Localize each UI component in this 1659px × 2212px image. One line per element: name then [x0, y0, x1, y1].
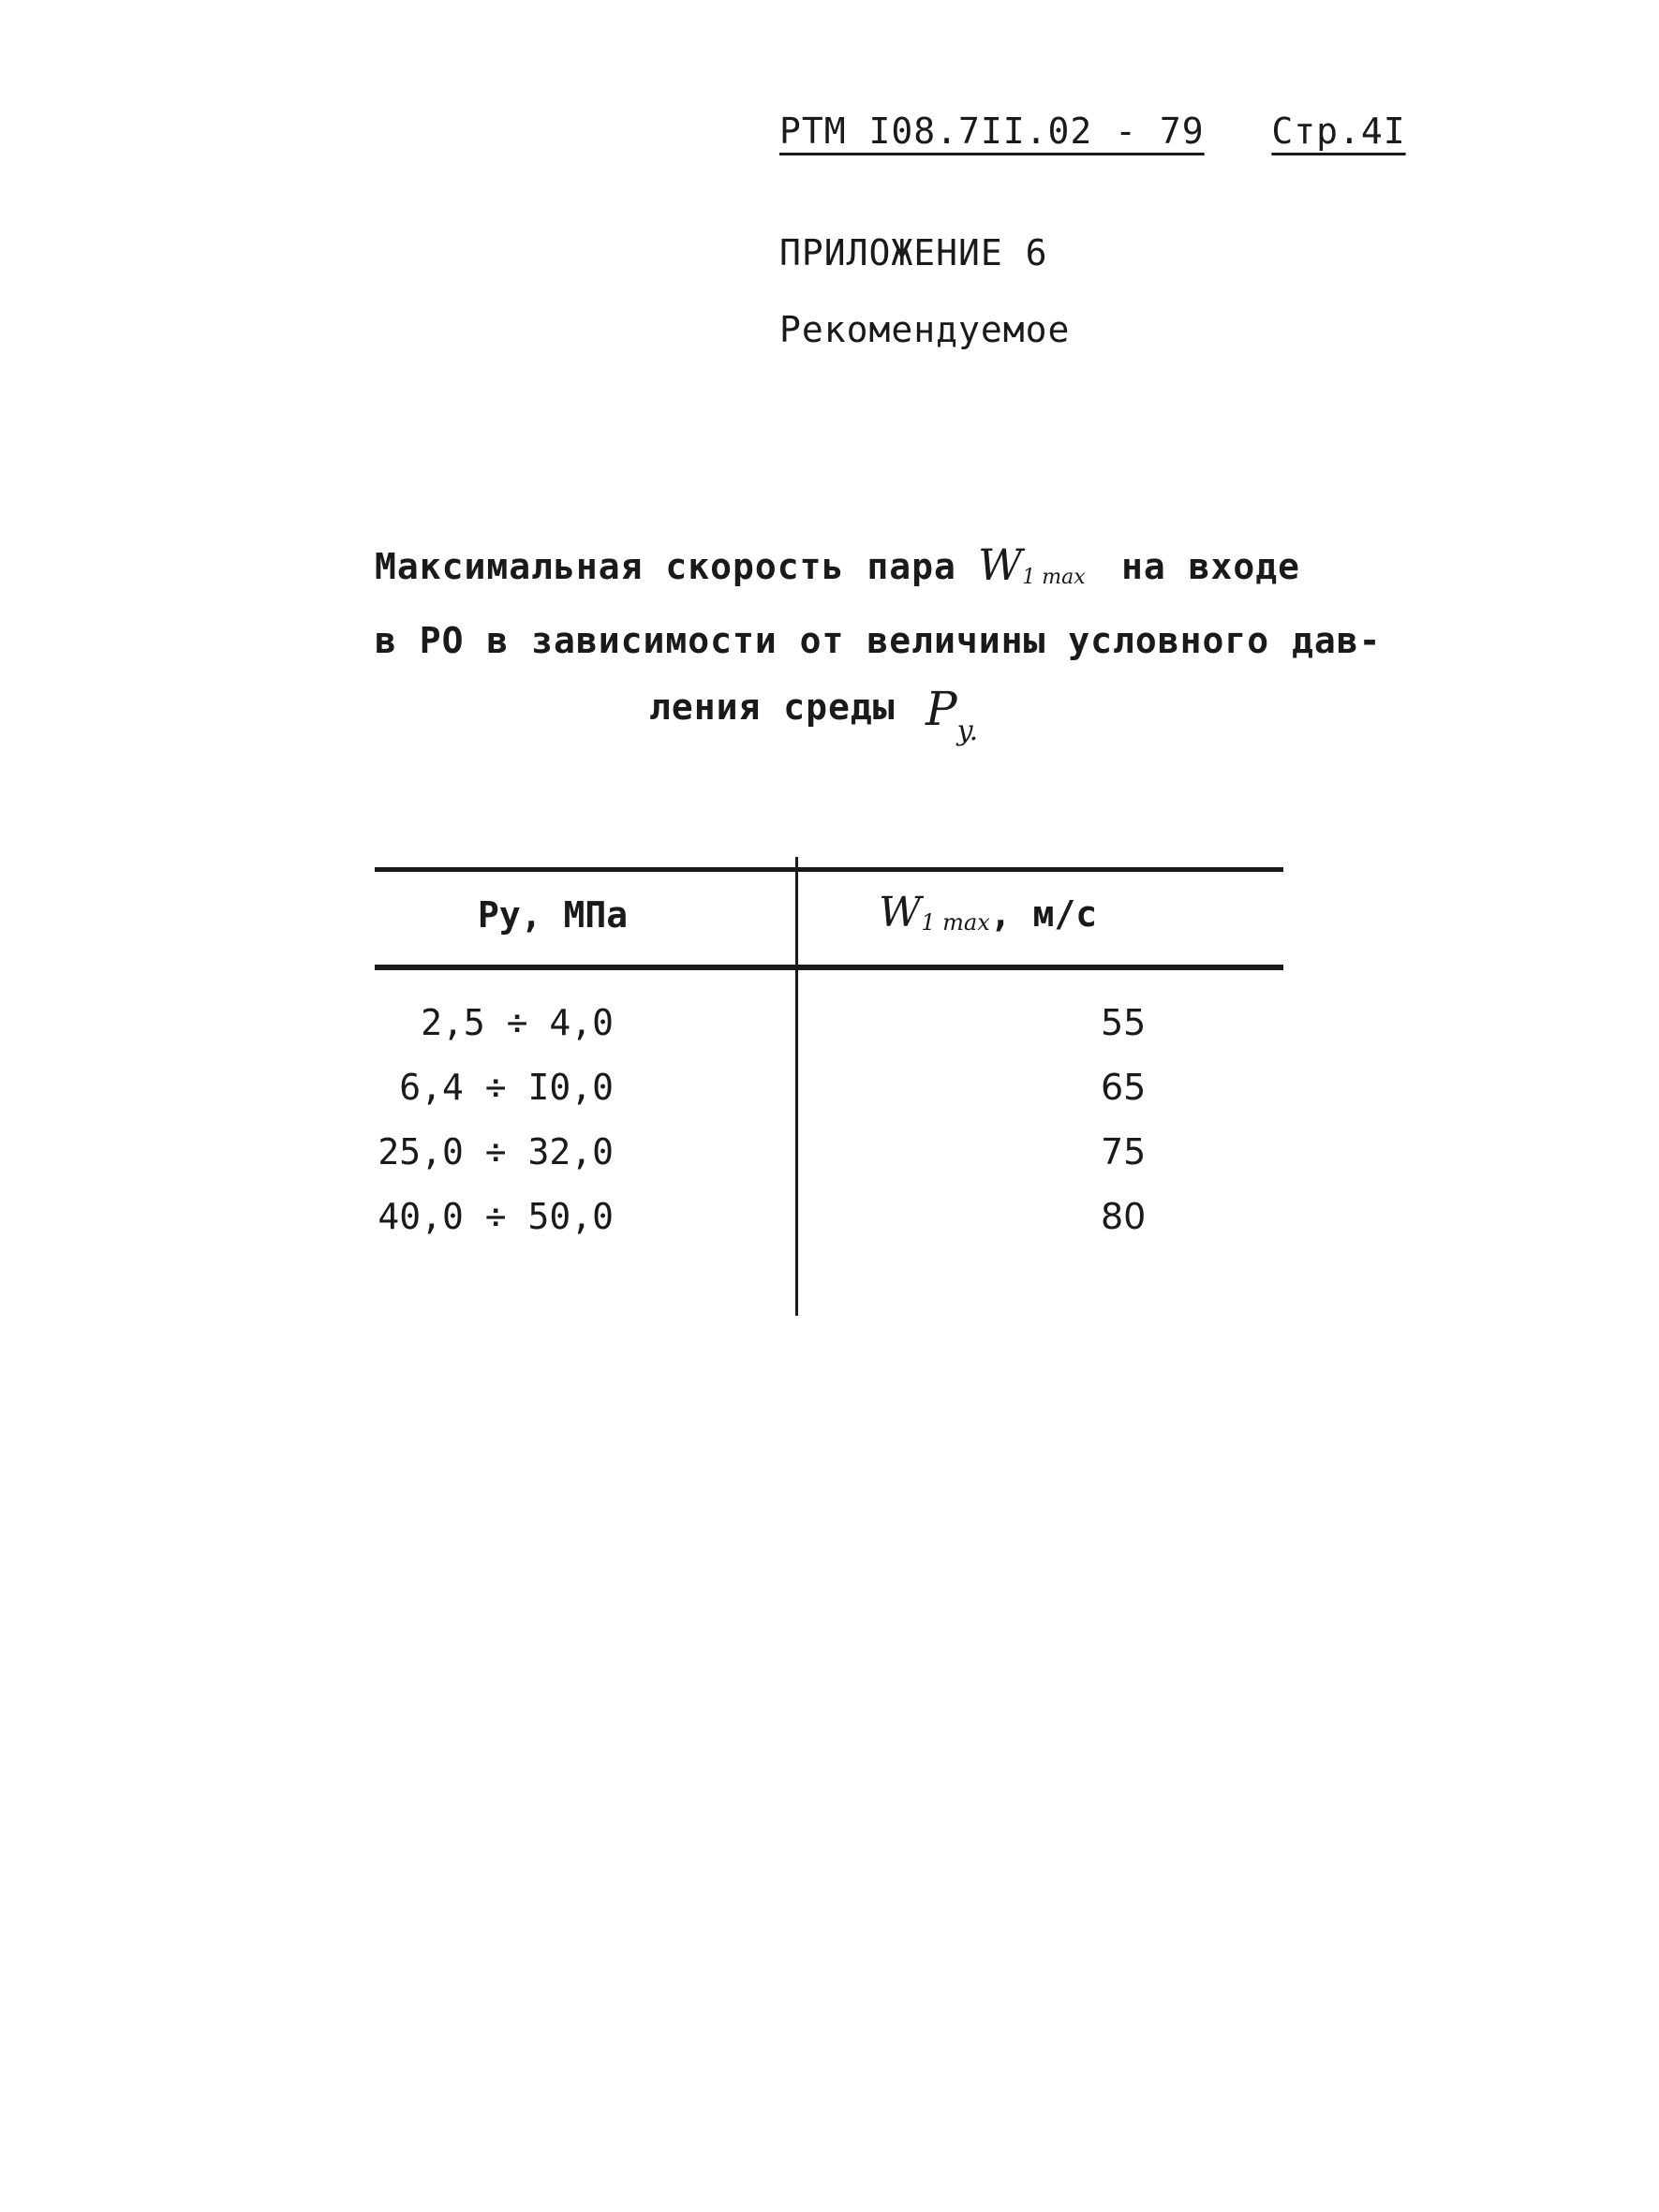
appendix-status: Рекомендуемое — [779, 309, 1071, 350]
appendix-label: ПРИЛОЖЕНИЕ 6 — [779, 232, 1048, 273]
table-row-1-pressure: 2,5 ÷ 4,0 — [421, 1002, 614, 1043]
title-line-3-start: ления среды — [649, 686, 896, 728]
table-row-2-velocity: 65 — [1101, 1067, 1147, 1108]
title-line-2: в РО в зависимости от величины условного дав- — [375, 620, 1382, 661]
table-row-2-pressure: 6,4 ÷ I0,0 — [399, 1067, 614, 1108]
title-line-1-start: Максимальная скорость пара — [375, 546, 956, 587]
table-row-3-pressure: 25,0 ÷ 32,0 — [378, 1131, 614, 1172]
velocity-table — [375, 857, 1283, 1316]
title-line-1-end: на входе — [1121, 546, 1301, 587]
table-row-1-velocity: 55 — [1101, 1002, 1147, 1043]
document-header — [779, 111, 1406, 152]
column-header-velocity: $W_{1 max}$, м/с — [879, 889, 1098, 936]
title-pressure-symbol: $P_{y.}$ — [926, 682, 979, 747]
table-top-rule — [375, 867, 1283, 872]
page-number: Стр.4I — [1271, 111, 1406, 152]
table-row-3-velocity: 75 — [1101, 1131, 1147, 1172]
table-column-divider — [795, 857, 798, 1316]
column-header-pressure: Ру, МПа — [478, 894, 629, 936]
table-header-rule — [375, 965, 1283, 970]
table-row-4-pressure: 40,0 ÷ 50,0 — [378, 1196, 614, 1237]
document-code: РТМ I08.7II.02 - 79 — [779, 111, 1205, 152]
title-velocity-symbol: $W_{1 max}$ — [978, 539, 1086, 590]
table-row-4-velocity: 80 — [1101, 1196, 1147, 1237]
